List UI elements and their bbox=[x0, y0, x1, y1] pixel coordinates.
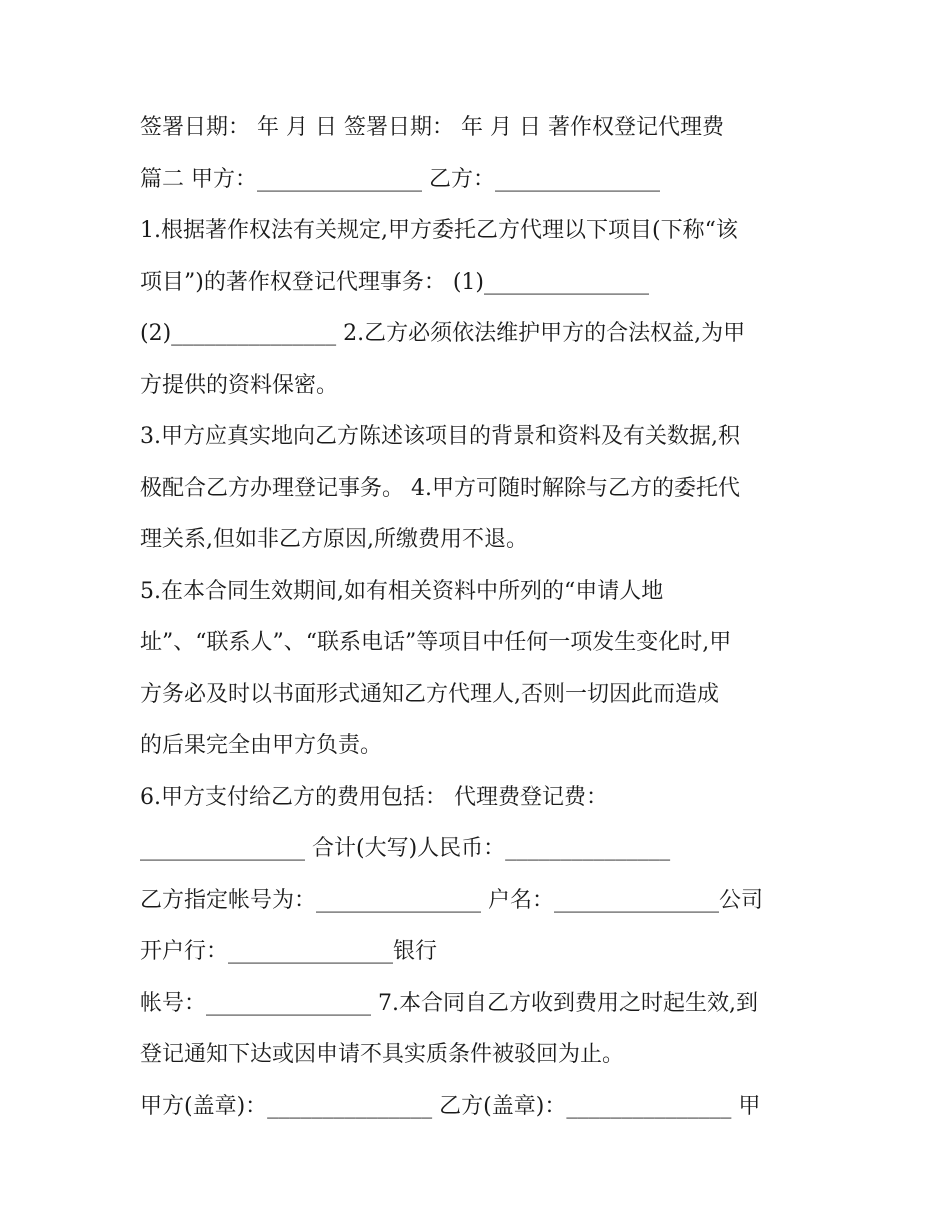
document-body bbox=[140, 102, 830, 1132]
text-line: (2)_______________ 2.乙方必须依法维护甲方的合法权益,为甲 bbox=[140, 321, 746, 346]
text-line: 5.在本合同生效期间,如有相关资料中所列的“申请人地 bbox=[140, 578, 664, 604]
text-line: 帐号：_______________ 7.本合同自乙方收到费用之时起生效,到 bbox=[140, 990, 758, 1016]
text-line: 方提供的资料保密。 bbox=[140, 372, 339, 398]
text-line: 签署日期： 年 月 日 签署日期： 年 月 日 著作权登记代理费 bbox=[140, 115, 724, 140]
text-line: 登记通知下达或因申请不具实质条件被驳回为止。 bbox=[140, 1042, 625, 1067]
text-line: 开户行：_______________银行 bbox=[140, 939, 438, 964]
text-line: 乙方指定帐号为：_______________ 户名：_______________公司 bbox=[140, 887, 763, 913]
text-line: 极配合乙方办理登记事务。 4.甲方可随时解除与乙方的委托代 bbox=[140, 475, 740, 501]
text-line: 篇二 甲方：_______________ 乙方：_______________ bbox=[140, 166, 660, 192]
text-line: 理关系,但如非乙方原因,所缴费用不退。 bbox=[140, 527, 528, 552]
text-line: 6.甲方支付给乙方的费用包括： 代理费登记费： bbox=[140, 784, 608, 810]
text-line: 项目”)的著作权登记代理事务： (1)_______________ bbox=[140, 269, 649, 295]
text-line: 方务必及时以书面形式通知乙方代理人,否则一切因此而造成 bbox=[140, 681, 719, 707]
text-line: 址”、“联系人”、“联系电话”等项目中任何一项发生变化时,甲 bbox=[140, 630, 732, 655]
text-line: 甲方(盖章)：_______________ 乙方(盖章)：_______________ 甲 bbox=[140, 1093, 761, 1119]
text-line: 的后果完全由甲方负责。 bbox=[140, 733, 383, 758]
text-line: 1.根据著作权法有关规定,甲方委托乙方代理以下项目(下称“该 bbox=[140, 218, 738, 243]
text-line: _______________ 合计(大写)人民币：_______________ bbox=[140, 836, 671, 861]
text-line: 3.甲方应真实地向乙方陈述该项目的背景和资料及有关数据,积 bbox=[140, 424, 740, 449]
